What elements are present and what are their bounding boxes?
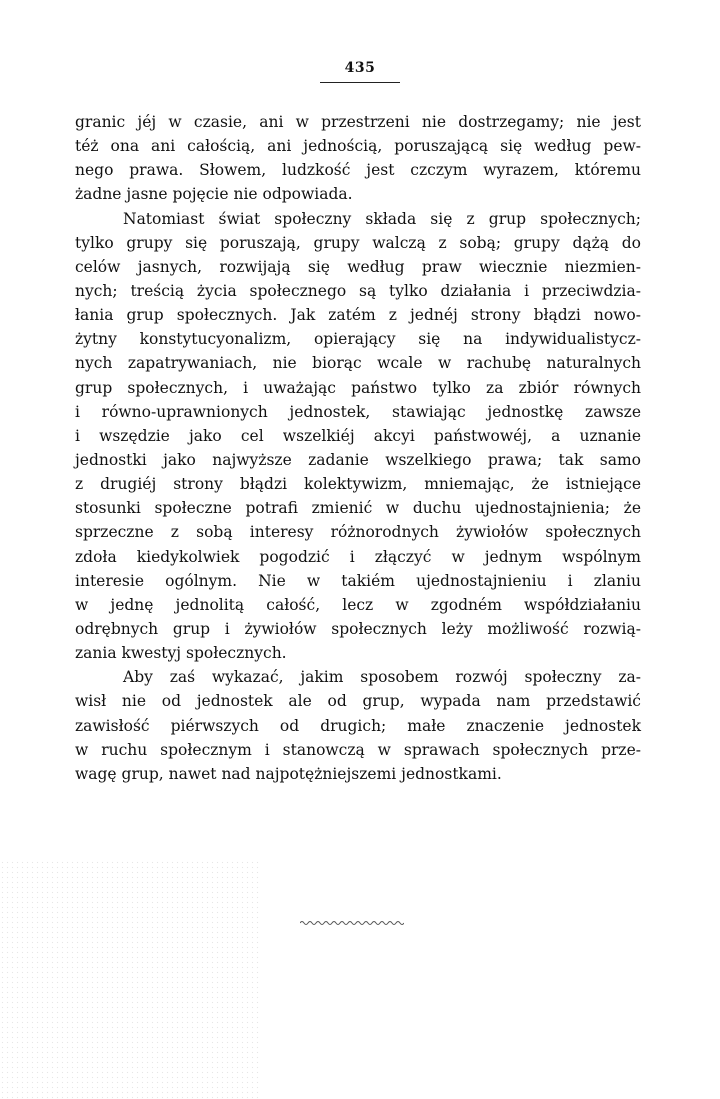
text-line: granic jéj w czasie, ani w przestrzeni nie dostrzegamy; nie jest	[75, 113, 641, 131]
text-line: Aby zaś wykazać, jakim sposobem rozwój społeczny za-	[123, 668, 641, 687]
text-line: nego prawa. Słowem, ludzkość jest czczym wyrazem, któremu	[75, 161, 641, 180]
text-line: i równo-uprawnionych jednostek, stawiając jednostkę zawsze	[75, 402, 641, 421]
text-line: w jednę jednolitą całość, lecz w zgodném współdziałaniu	[75, 595, 641, 614]
text-line: celów jasnych, rozwijają się według praw wiecznie niezmien-	[75, 257, 641, 276]
text-line: grup społecznych, i uważając państwo tylko za zbiór równych	[75, 378, 641, 397]
text-line: stosunki społeczne potrafi zmienić w duchu ujednostajnienia; że	[75, 499, 641, 518]
text-line: odrębnych grup i żywiołów społecznych leży możliwość rozwią-	[75, 619, 641, 638]
text-line: wisł nie od jednostek ale od grup, wypada nam przedstawić	[75, 692, 641, 711]
text-line: Natomiast świat społeczny składa się z grup społecznych;	[123, 209, 641, 228]
text-line: zdoła kiedykolwiek pogodzić i złączyć w jednym wspólnym	[75, 547, 641, 566]
paragraph	[75, 110, 641, 207]
text-line: i wszędzie jako cel wszelkiéj akcyi państwowéj, a uznanie	[75, 426, 641, 445]
text-line: nych zapatrywaniach, nie biorąc wcale w rachubę naturalnych	[75, 354, 641, 373]
text-line: jednostki jako najwyższe zadanie wszelkiego prawa; tak samo	[75, 450, 641, 469]
page-number-rule	[320, 82, 400, 83]
text-line: tylko grupy się poruszają, grupy walczą z sobą; grupy dążą do	[75, 233, 641, 252]
text-line: zania kwestyj społecznych.	[75, 644, 287, 663]
body-text	[75, 110, 641, 786]
text-line: wagę grup, nawet nad najpotężniejszemi jednostkami.	[75, 764, 502, 783]
text-line: z drugiéj strony błądzi kolektywizm, mniemając, że istniejące	[75, 475, 641, 494]
wavy-line-ornament-icon	[300, 918, 404, 928]
text-line: sprzeczne z sobą interesy różnorodnych żywiołów społecznych	[75, 523, 641, 542]
text-line: téż ona ani całością, ani jednością, poruszającą się według pew-	[75, 137, 641, 156]
text-line: w ruchu społecznym i stanowczą w sprawach społecznych prze-	[75, 740, 641, 759]
paper-speckle	[0, 860, 260, 1099]
paragraph	[75, 665, 641, 786]
text-line: żadne jasne pojęcie nie odpowiada.	[75, 185, 353, 204]
text-line: nych; treścią życia społecznego są tylko działania i przeciwdzia-	[75, 281, 641, 300]
text-line: łania grup społecznych. Jak zatém z jednéj strony błądzi nowo-	[75, 306, 641, 325]
page-number: 435	[344, 60, 376, 76]
paragraph	[75, 207, 641, 666]
text-line: zawisłość piérwszych od drugich; małe znaczenie jednostek	[75, 716, 641, 735]
text-line: interesie ogólnym. Nie w takiém ujednostajnieniu i zlaniu	[75, 571, 641, 590]
text-line: żytny konstytucyonalizm, opierający się na indywidualistycz-	[75, 330, 641, 349]
